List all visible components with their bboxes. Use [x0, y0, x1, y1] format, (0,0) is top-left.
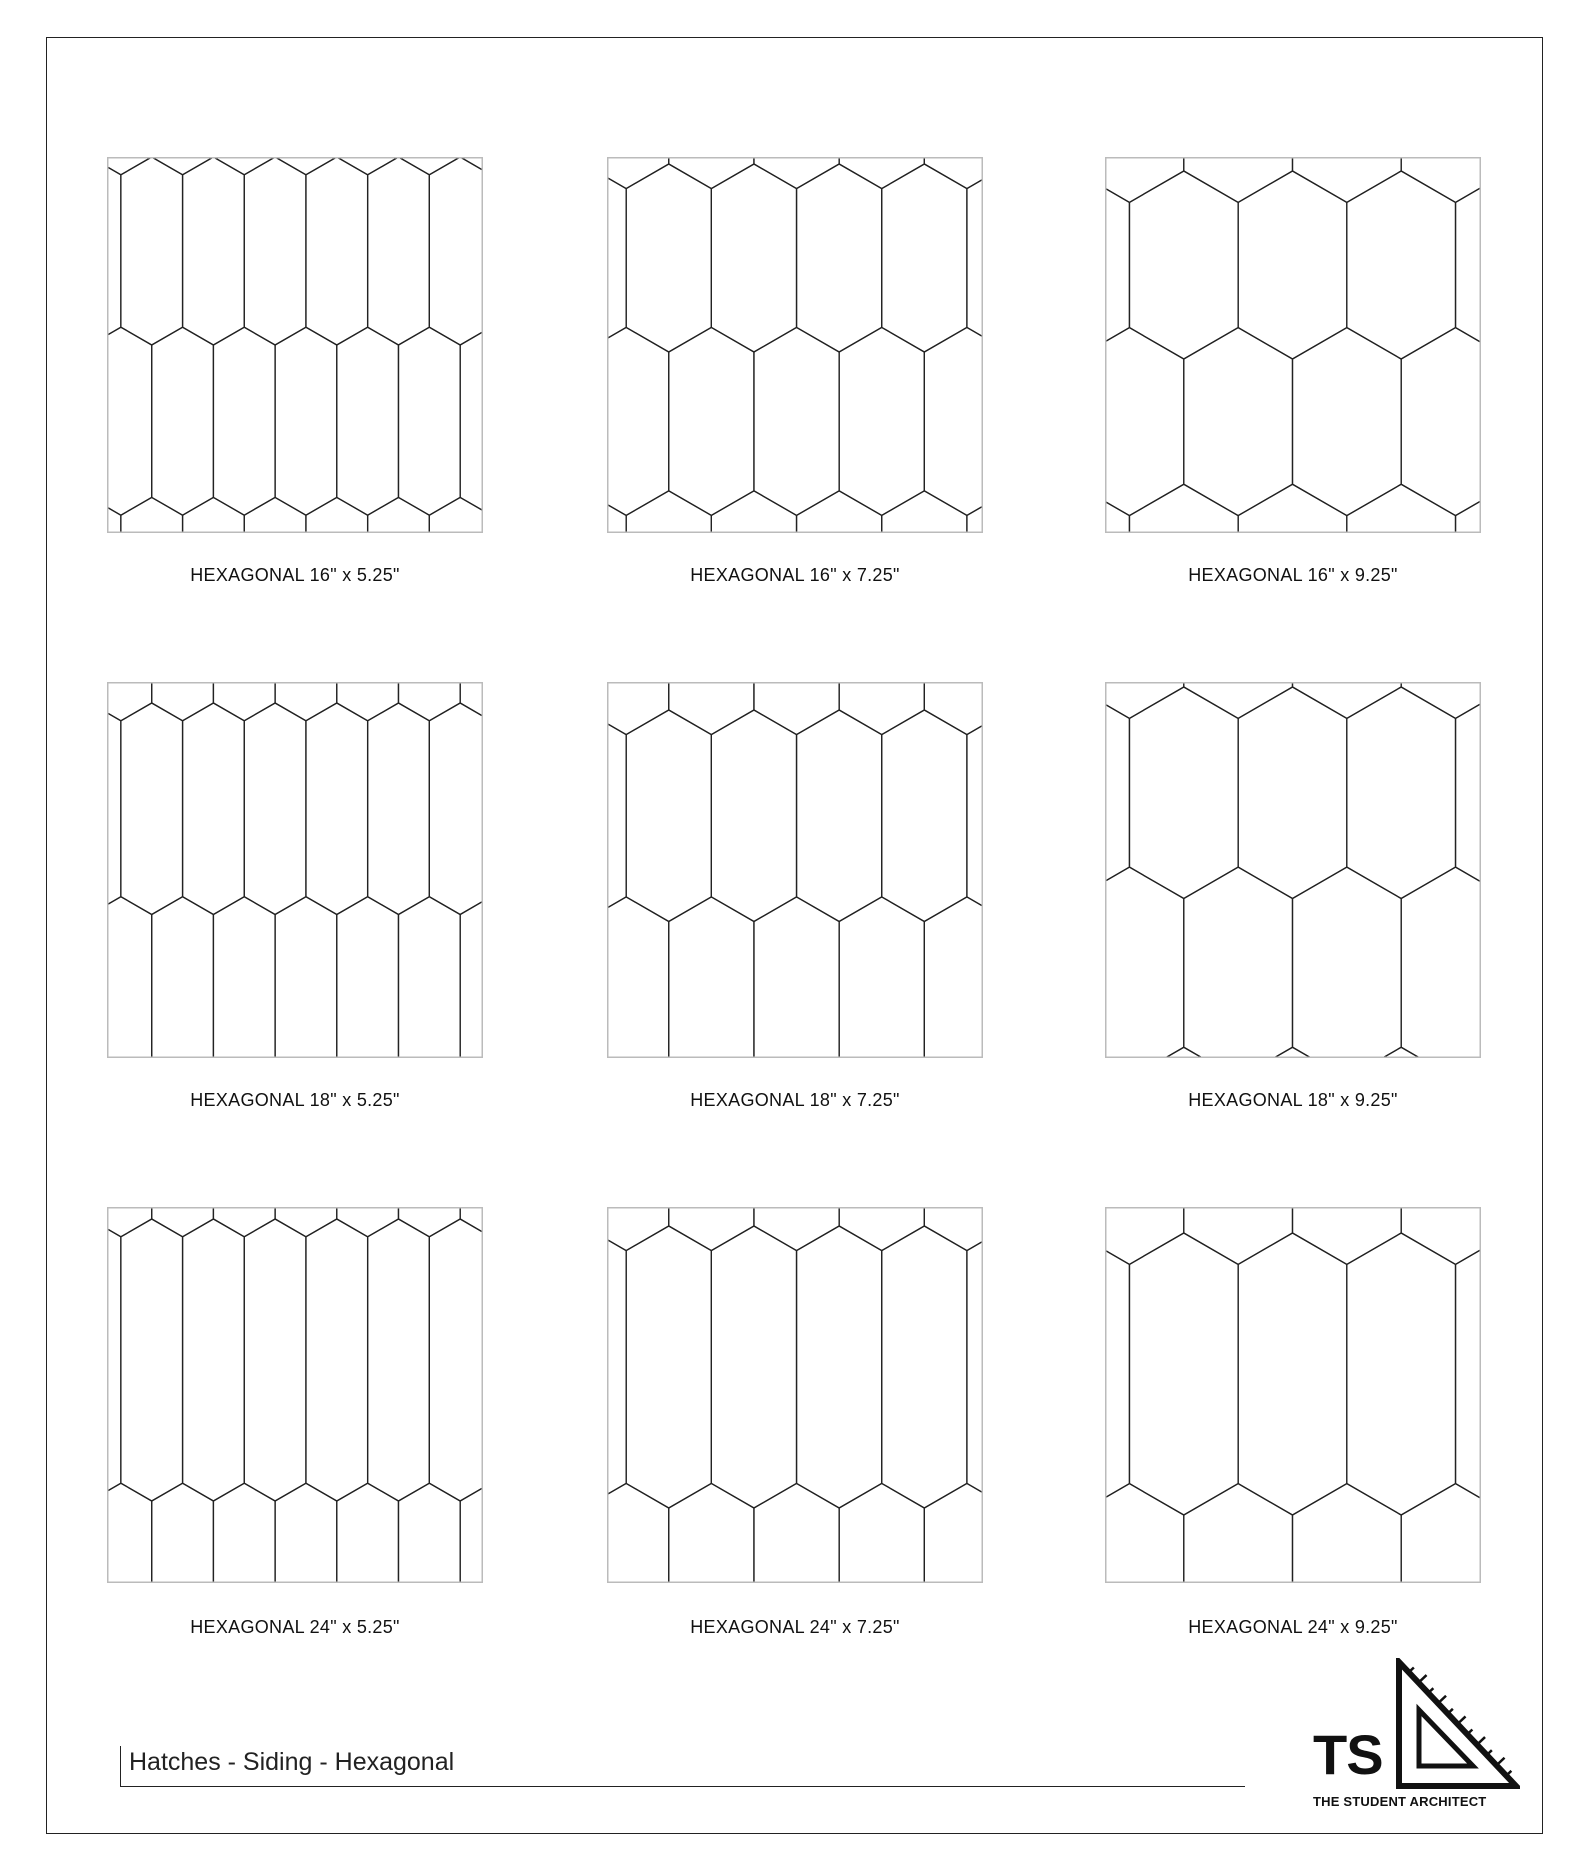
hexagon-tile [275, 1207, 337, 1237]
hexagon-tile [1184, 682, 1293, 718]
hexagon-tile [213, 897, 275, 1058]
hexagon-tile [1105, 687, 1129, 899]
hexagon-tile [306, 1219, 368, 1501]
hexagon-tile [1456, 484, 1481, 533]
hexagon-tile [626, 491, 711, 533]
hexagon-tile [882, 491, 967, 533]
hexagonal-hatch-pattern [1105, 157, 1481, 533]
hexagon-tile [1105, 682, 1184, 718]
hexagon-tile [626, 710, 711, 922]
hexagon-tile [107, 682, 152, 721]
hexagon-tile [1347, 171, 1456, 359]
hexagonal-hatch-pattern [107, 1207, 483, 1583]
hexagon-tile [797, 710, 882, 922]
hexagon-tile [1456, 687, 1481, 899]
hexagon-tile [107, 157, 121, 345]
hexagon-tile [121, 157, 183, 345]
hexagon-tile [368, 497, 430, 533]
hexagon-tile [1401, 328, 1481, 516]
hexagon-tile [1184, 1484, 1293, 1583]
hexagonal-hatch-pattern [107, 157, 483, 533]
hexagon-tile [1238, 171, 1347, 359]
hexagon-tile [711, 1226, 796, 1508]
hexagon-tile [429, 1219, 483, 1501]
hexagon-tile [797, 1226, 882, 1508]
hexagon-tile [1292, 328, 1401, 516]
hexagon-tile [1129, 484, 1238, 533]
hexagon-tile [1292, 1207, 1401, 1264]
hexagon-tile [1401, 867, 1481, 1058]
hexagon-tile [607, 164, 626, 352]
pattern-caption: HEXAGONAL 16" x 9.25" [1188, 565, 1398, 585]
hatch-swatch [1105, 682, 1481, 1058]
hexagon-tile [337, 157, 399, 175]
hexagon-tile [797, 491, 882, 533]
hexagon-tile [183, 703, 245, 915]
hatch-swatch [1105, 1207, 1481, 1583]
hatch-swatch [607, 682, 983, 1058]
hexagon-tile [337, 1483, 399, 1583]
hexagon-tile [607, 897, 669, 1058]
hexagon-tile [1184, 1207, 1293, 1264]
hexagon-tile [1401, 682, 1481, 718]
hexagon-tile [1347, 484, 1456, 533]
hexagonal-hatch-pattern [107, 682, 483, 1058]
hexagon-tile [183, 497, 245, 533]
set-square-icon [1395, 1658, 1520, 1790]
hexagon-tile [607, 710, 626, 922]
hexagon-tile [1105, 484, 1129, 533]
swatch-frame [608, 1208, 983, 1583]
hexagon-tile [398, 682, 460, 721]
hexagon-tile [398, 897, 460, 1058]
hexagon-tile [107, 497, 121, 533]
hexagon-tile [1292, 867, 1401, 1058]
logo-mark: TS [1313, 1723, 1383, 1786]
hexagon-tile [460, 682, 483, 721]
hexagon-tile [1456, 1233, 1481, 1515]
hexagon-tile [797, 164, 882, 352]
hexagon-tile [607, 682, 669, 735]
hexagon-tile [1184, 867, 1293, 1058]
hexagon-tile [275, 327, 337, 515]
hexagon-tile [626, 164, 711, 352]
hexagon-tile [924, 1483, 983, 1583]
hexagon-tile [1105, 171, 1129, 359]
hexagon-tile [398, 1483, 460, 1583]
hexagon-tile [1129, 1233, 1238, 1515]
hexagon-tile [429, 157, 483, 345]
hexagon-tile [607, 1483, 669, 1583]
hexagon-tile [244, 1219, 306, 1501]
hexagon-tile [882, 1226, 967, 1508]
hexagon-tile [368, 1219, 430, 1501]
swatch-frame [608, 158, 983, 533]
brand-logo [1310, 1658, 1520, 1818]
hatch-swatch [107, 682, 483, 1058]
hexagon-tile [839, 327, 924, 515]
hexagon-tile [607, 491, 626, 533]
hexagon-tile [607, 1226, 626, 1508]
pattern-caption: HEXAGONAL 16" x 5.25" [190, 565, 400, 585]
hexagon-tile [213, 1207, 275, 1237]
hexagon-tile [839, 682, 924, 735]
hexagon-tile [669, 157, 754, 189]
hexagon-tile [1347, 687, 1456, 899]
swatch-frame [108, 1208, 483, 1583]
hexagonal-hatch-pattern [607, 157, 983, 533]
hexagon-tile [1238, 1047, 1347, 1058]
hexagon-tile [754, 682, 839, 735]
hexagon-tile [669, 1483, 754, 1583]
pattern-caption: HEXAGONAL 24" x 9.25" [1188, 1617, 1398, 1637]
hexagon-tile [213, 682, 275, 721]
hexagon-tile [1129, 171, 1238, 359]
hexagon-tile [121, 497, 183, 533]
hexagon-tile [460, 327, 483, 515]
hexagon-tile [1105, 1484, 1184, 1583]
swatch-frame [108, 158, 483, 533]
hexagon-tile [839, 157, 924, 189]
hexagon-tile [337, 1207, 399, 1237]
hexagon-tile [244, 703, 306, 915]
hexagon-tile [107, 1219, 121, 1501]
hexagon-tile [121, 1219, 183, 1501]
hexagon-tile [607, 327, 669, 515]
hexagon-tile [107, 703, 121, 915]
hexagon-tile [924, 327, 983, 515]
hexagonal-hatch-pattern [607, 1207, 983, 1583]
hexagon-tile [107, 157, 152, 175]
hexagon-tile [398, 1207, 460, 1237]
hexagon-tile [398, 327, 460, 515]
hexagon-tile [711, 164, 796, 352]
hexagon-tile [754, 897, 839, 1058]
hexagon-tile [152, 1483, 214, 1583]
pattern-caption: HEXAGONAL 24" x 7.25" [690, 1617, 900, 1637]
hexagon-tile [429, 497, 483, 533]
hexagon-tile [1401, 1484, 1481, 1583]
hexagon-tile [1105, 328, 1184, 516]
hexagon-tile [183, 157, 245, 345]
hexagon-tile [1292, 682, 1401, 718]
hexagon-tile [183, 1219, 245, 1501]
pattern-caption: HEXAGONAL 18" x 9.25" [1188, 1090, 1398, 1110]
hexagon-tile [121, 703, 183, 915]
hexagon-tile [460, 1207, 483, 1237]
swatch-frame [608, 683, 983, 1058]
hexagon-tile [924, 1207, 983, 1251]
hatch-swatch [107, 1207, 483, 1583]
hexagon-tile [275, 157, 337, 175]
hexagon-tile [275, 897, 337, 1058]
hexagon-tile [107, 1483, 152, 1583]
hexagon-tile [924, 897, 983, 1058]
hexagon-tile [1238, 1233, 1347, 1515]
hexagon-tile [607, 157, 669, 189]
hexagon-tile [967, 710, 983, 922]
hexagon-tile [152, 682, 214, 721]
hexagon-tile [1347, 1047, 1456, 1058]
hexagon-tile [152, 157, 214, 175]
hexagon-tile [967, 1226, 983, 1508]
hexagon-tile [460, 897, 483, 1058]
hexagon-tile [152, 1207, 214, 1237]
hexagon-tile [337, 682, 399, 721]
hexagon-tile [1347, 1233, 1456, 1515]
hexagon-tile [398, 157, 460, 175]
hexagon-tile [306, 703, 368, 915]
hexagon-tile [306, 497, 368, 533]
hexagon-tile [1238, 484, 1347, 533]
hexagonal-hatch-pattern [607, 682, 983, 1058]
hexagon-tile [754, 157, 839, 189]
hexagon-tile [275, 682, 337, 721]
pattern-caption: HEXAGONAL 18" x 7.25" [690, 1090, 900, 1110]
hexagon-tile [1456, 171, 1481, 359]
hexagon-tile [711, 710, 796, 922]
hexagon-tile [1292, 1484, 1401, 1583]
hexagon-tile [754, 327, 839, 515]
hexagon-tile [306, 157, 368, 345]
hexagon-tile [337, 897, 399, 1058]
hatch-swatch [107, 157, 483, 533]
hexagon-tile [669, 327, 754, 515]
hexagon-tile [626, 1226, 711, 1508]
swatch-frame [108, 683, 483, 1058]
hexagon-tile [1105, 867, 1184, 1058]
hexagon-tile [839, 1483, 924, 1583]
pattern-caption: HEXAGONAL 24" x 5.25" [190, 1617, 400, 1637]
hexagon-tile [152, 327, 214, 515]
hexagon-tile [213, 327, 275, 515]
hexagon-tile [244, 157, 306, 345]
hexagon-tile [107, 897, 152, 1058]
hexagon-tile [213, 1483, 275, 1583]
hexagon-tile [368, 703, 430, 915]
hexagon-tile [1129, 1047, 1238, 1058]
logo-name: THE STUDENT ARCHITECT [1313, 1794, 1487, 1809]
hatch-swatch [1105, 157, 1481, 533]
hexagon-tile [1105, 1047, 1129, 1058]
hexagon-tile [1105, 1233, 1129, 1515]
hexagon-tile [839, 1207, 924, 1251]
hexagon-tile [967, 491, 983, 533]
hexagon-tile [1401, 157, 1481, 202]
hexagon-tile [107, 327, 152, 515]
hexagon-tile [213, 157, 275, 175]
hexagon-tile [152, 897, 214, 1058]
hexagon-tile [1238, 687, 1347, 899]
hexagon-tile [967, 164, 983, 352]
hexagon-tile [669, 1207, 754, 1251]
hexagon-tile [1129, 687, 1238, 899]
hexagon-tile [460, 1483, 483, 1583]
hexagon-tile [337, 327, 399, 515]
sheet-title: Hatches - Siding - Hexagonal [129, 1748, 455, 1776]
hatch-swatch [607, 157, 983, 533]
hexagonal-hatch-pattern [1105, 682, 1481, 1058]
hexagonal-hatch-pattern [1105, 1207, 1481, 1583]
hexagon-tile [368, 157, 430, 345]
hexagon-tile [244, 497, 306, 533]
hexagon-tile [1456, 1047, 1481, 1058]
hexagon-tile [669, 897, 754, 1058]
hexagon-tile [882, 710, 967, 922]
hexagon-tile [669, 682, 754, 735]
hexagon-tile [275, 1483, 337, 1583]
pattern-caption: HEXAGONAL 18" x 5.25" [190, 1090, 400, 1110]
hexagon-tile [1184, 328, 1293, 516]
hexagon-tile [839, 897, 924, 1058]
hexagon-tile [754, 1483, 839, 1583]
title-block [120, 1746, 1245, 1787]
hatch-swatch [607, 1207, 983, 1583]
hexagon-tile [711, 491, 796, 533]
hexagon-tile [754, 1207, 839, 1251]
hexagon-tile [882, 164, 967, 352]
pattern-caption: HEXAGONAL 16" x 7.25" [690, 565, 900, 585]
hexagon-tile [429, 703, 483, 915]
